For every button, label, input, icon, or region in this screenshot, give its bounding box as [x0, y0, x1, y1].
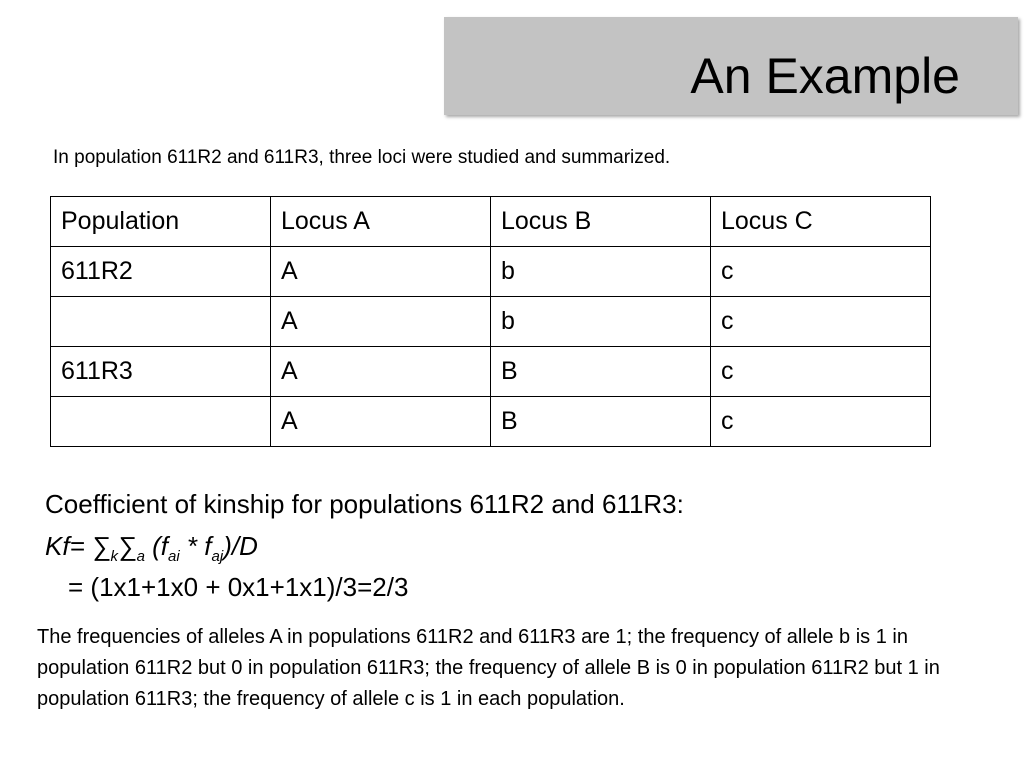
table-cell: 611R3 [51, 347, 271, 397]
table-cell [51, 297, 271, 347]
formula-subscript: a [136, 548, 145, 566]
title-banner [444, 17, 1018, 115]
table-cell [51, 397, 271, 447]
table-row [51, 247, 931, 297]
table-row [51, 397, 931, 447]
loci-table [50, 196, 931, 447]
formula-subscript: k [110, 548, 119, 566]
table-cell: A [271, 297, 491, 347]
explanation-text: The frequencies of alleles A in populations 611R2 and 611R3 are 1; the frequency of allele b is 1 in population 611R2 but 0 in population 611R3; the frequency of allele B is 0 in population 611R2 but 1 in population 611R3; the frequency of allele c is 1 in each population. [37, 626, 940, 710]
formula-part: Kf= ∑ [45, 531, 111, 561]
slide-title: An Example [690, 48, 960, 104]
table-cell: c [711, 347, 931, 397]
table-row [51, 347, 931, 397]
header-cell: Locus A [271, 197, 491, 247]
table-cell: c [711, 397, 931, 447]
table-cell: b [491, 247, 711, 297]
table-cell: b [491, 297, 711, 347]
table-cell: B [491, 347, 711, 397]
formula-part: * f [179, 531, 212, 561]
table-cell: A [271, 397, 491, 447]
table-row [51, 297, 931, 347]
header-cell: Population [51, 197, 271, 247]
kinship-formula [45, 531, 258, 565]
formula-part: ∑ [118, 531, 137, 561]
formula-part: )/D [223, 531, 258, 561]
formula-subscript: ai [168, 548, 180, 566]
formula-part: (f [144, 531, 169, 561]
kinship-calculation: = (1x1+1x0 + 0x1+1x1)/3=2/3 [68, 572, 409, 602]
kinship-heading: Coefficient of kinship for populations 611R2 and 611R3: [45, 489, 684, 519]
formula-subscript: aj [211, 548, 224, 566]
table-cell: c [711, 297, 931, 347]
table-cell: B [491, 397, 711, 447]
intro-text: In population 611R2 and 611R3, three loci were studied and summarized. [53, 147, 671, 168]
table-cell: A [271, 347, 491, 397]
table-cell: c [711, 247, 931, 297]
table-header-row [51, 197, 931, 247]
table-cell: 611R2 [51, 247, 271, 297]
header-cell: Locus B [491, 197, 711, 247]
header-cell: Locus C [711, 197, 931, 247]
table-cell: A [271, 247, 491, 297]
